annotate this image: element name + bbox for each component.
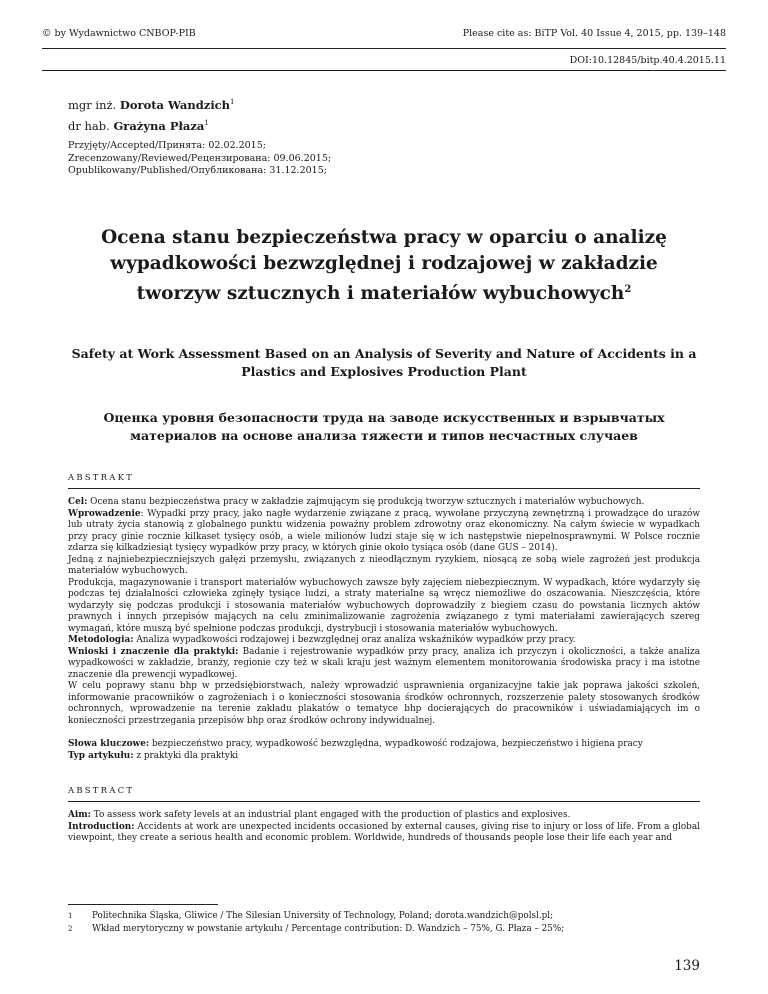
date-accepted: Przyjęty/Accepted/Принята: 02.02.2015; [68, 140, 266, 151]
footnote-1: 1 Politechnika Śląska, Gliwice / The Silesian University of Technology, Poland; dorota.wandzich@polsl.pl; [68, 911, 554, 921]
abstract-paragraph: W celu poprawy stanu bhp w przedsiębiorstwach, należy wprowadzić usprawnienia organizacyjne takie jak poprawa jakości szkoleń, informowanie pracowników o zagrożeniach i o konieczności stosowania środków ochronnych, rozszerzenie palety stosowanych środków ochronnych, wprowadzenie na terenie zakładu plakatów o tematyce bhp docierających do pracowników i uświadamiających im o konieczności przestrzegania przepisów bhp oraz środków ochrony indywidualnej. [68, 681, 700, 726]
abstract-wprowadzenie: Wprowadzenie: Wypadki przy pracy, jako nagłe wydarzenie związane z pracą, wywołane przyczyną zewnętrzną i prowadzące do urazów lub utraty życia stanowią z globalnego punktu widzenia poważny problem zdrowotny oraz ekonomiczny. Na całym świecie w wypadkach przy pracy ginie rocznie kilkaset tysięcy osób, a wiele milionów ludzi staje się w ich następstwie niepełnosprawnymi. W Polsce rocznie zdarza się kilkadziesiąt tysięcy wypadków przy pracy, w których ginie około tysiąca osób (dane GUS – 2014). [68, 508, 700, 553]
abstract-aim: Aim: To assess work safety levels at an industrial plant engaged with the production of plastics and explosives. [68, 810, 571, 820]
title-russian: Оценка уровня безопасности труда на заводе искусственных и взрывчатых материалов на основе анализа тяжести и типов несчастных случаев [103, 410, 665, 443]
keywords-line: Słowa kluczowe: bezpieczeństwo pracy, wypadkowość bezwzględna, wypadkowość rodzajowa, bezpieczeństwo i higiena pracy [68, 739, 643, 749]
article-type-line: Typ artykułu: z praktyki dla praktyki [68, 750, 239, 761]
title-polish: Ocena stanu bezpieczeństwa pracy w oparciu o analizę wypadkowości bezwzględnej i rodzajowej w zakładzie tworzyw sztucznych i materiałów wybuchowych$^2$ [101, 227, 667, 305]
author-name: Dorota Wandzich [119, 97, 231, 112]
abstract-introduction: Introduction: Accidents at work are unexpected incidents occasioned by external causes, giving rise to injury or loss of life. From a global viewpoint, they create a serious health and economic problem. Worldwide, hundreds of thousands people lose their life each year and [68, 821, 700, 843]
abstract-polish [68, 497, 700, 727]
footnotes [68, 910, 700, 936]
author-list [68, 93, 235, 135]
abstract-en-heading: ABSTRACT [68, 786, 135, 796]
abstract-english [68, 810, 700, 845]
date-reviewed: Zrecenzowany/Reviewed/Рецензирована: 09.06.2015; [68, 152, 332, 164]
title-english: Safety at Work Assessment Based on an Analysis of Severity and Nature of Accidents in a Plastics and Explosives Production Plant [71, 346, 697, 379]
abstract-pl-rule [68, 488, 700, 489]
doi-line: DOI:10.12845/bitp.40.4.2015.11 [569, 55, 726, 66]
abstract-en-rule [68, 801, 700, 802]
author-1: mgr inż. Dorota Wandzich$^1$ [68, 97, 235, 112]
abstract-metodologia: Metodologia: Analiza wypadkowości rodzajowej i bezwzględnej oraz analiza wskaźników wypadków przy pracy. [68, 635, 576, 645]
article-dates [68, 140, 331, 178]
footnote-2: 2 Wkład merytoryczny w powstanie artykułu / Percentage contribution: D. Wandzich – 75%, G. Płaza – 25%; [68, 924, 565, 934]
abstract-paragraph: Produkcja, magazynowanie i transport materiałów wybuchowych zawsze były zajęciem niebezpiecznym. W wypadkach, które wydarzyły się podczas tej działalności człowieka zginęły tysiące ludzi, a straty materialne są wręcz niemożliwe do oszacowania. Nieszczęścia, które wydarzyły się podczas produkcji i stosowania materiałów wybuchowych doprowadziły z biegiem czasu do powstania licznych aktów prawnych i innych przepisów mających na celu zminimalizowanie zagrożenia związanego z tymi materiałami zawierających szereg wymagań, które muszą być spełnione podczas produkcji, dystrybucji i stosowania materiałów wybuchowych. [68, 577, 700, 634]
keywords-block [68, 739, 700, 762]
header-rule-top [42, 48, 726, 49]
abstract-pl-heading: ABSTRAKT [68, 473, 135, 483]
running-header [42, 28, 726, 42]
author-name: Grażyna Płaza [113, 118, 205, 133]
abstract-paragraph: Jedną z najniebezpieczniejszych gałęzi przemysłu, związanych z nieodłącznym ryzykiem, niosącą ze sobą wiele zagrożeń jest produkcja materiałów wybuchowych. [68, 554, 700, 576]
date-published: Opublikowany/Published/Опубликована: 31.12.2015; [68, 165, 327, 176]
citation-note: Please cite as: BiTP Vol. 40 Issue 4, 2015, pp. 139–148 [462, 28, 726, 39]
abstract-wnioski: Wnioski i znaczenie dla praktyki: Badanie i rejestrowanie wypadków przy pracy, analiza ich przyczyn i okoliczności, a także analiza wypadkowości w zakładzie, branży, regionie czy też w skali kraju jest ważnym elementem monitorowania środowiska pracy i ma istotne znaczenie dla prewencji wypadkowej. [68, 646, 700, 680]
footnote-rule [68, 904, 218, 905]
publisher-note: © by Wydawnictwo CNBOP-PIB [42, 28, 196, 39]
page-number: 139 [674, 958, 700, 974]
header-rule-bottom [42, 70, 726, 71]
abstract-cel: Cel: Ocena stanu bezpieczeństwa pracy w zakładzie zajmującym się produkcją tworzyw sztucznych i materiałów wybuchowych. [68, 497, 645, 507]
author-2: dr hab. Grażyna Płaza$^1$ [68, 118, 209, 133]
